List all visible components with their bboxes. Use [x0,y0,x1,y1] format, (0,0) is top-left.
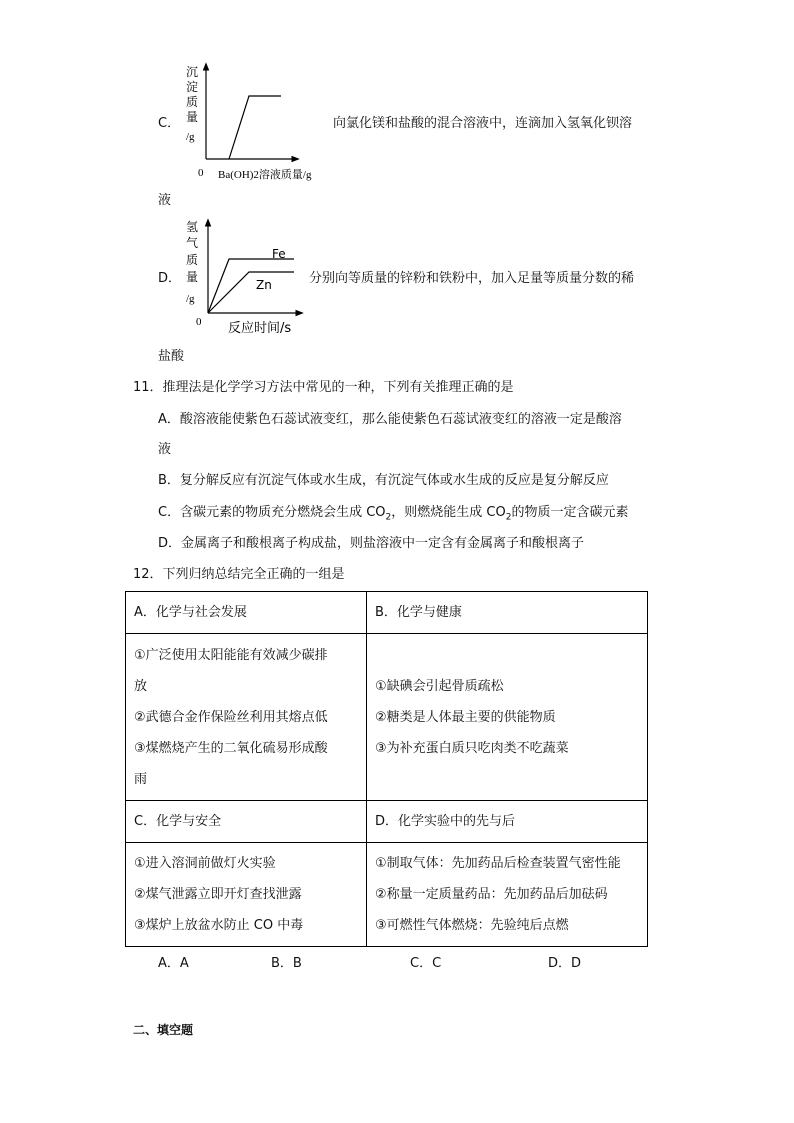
q11-option-d: D．金属离子和酸根离子构成盐，则盐溶液中一定含有金属离子和酸根离子 [158,536,585,551]
precipitate-curve [229,96,281,159]
cell-c-body [126,843,367,947]
cell-d-line: ③可燃性气体燃烧：先验纯后点燃 [375,918,569,933]
x-axis-label: 反应时间/s [228,321,292,336]
y-label-char: 质 [186,95,199,109]
y-label-char: 淀 [186,80,199,94]
curve-fe [208,259,294,313]
q11-c-pre: C．含碳元素的物质充分燃烧会生成 CO [158,505,386,520]
subscript: 2 [505,512,512,523]
cell-c-head: C．化学与安全 [126,801,367,843]
cell-a-body [126,634,367,801]
option-d-label: D． [158,271,182,286]
cell-a-line: ②武德合金作保险丝利用其熔点低 [134,709,328,725]
cell-d-line: ②称量一定质量药品：先加药品后加砝码 [375,887,608,902]
q12-option-b: B．B [271,956,302,971]
cell-d-line: ①制取气体：先加药品后检查装置气密性能 [375,856,621,871]
q12-option-d: D．D [548,956,582,971]
cell-c-line: ①进入溶洞前做灯火实验 [134,856,276,871]
cell-b-line: ②糖类是人体最主要的供能物质 [375,709,556,725]
y-label-char: 沉 [186,65,199,79]
q11-option-c [158,503,628,528]
cell-b-line: ③为补充蛋白质只吃肉类不吃蔬菜 [375,740,569,756]
cell-b-body [367,634,648,801]
cell-d-body [367,843,648,947]
cell-a-line: ①广泛使用太阳能能有效减少碳排 [134,647,328,663]
q11-stem: 11．推理法是化学学习方法中常见的一种，下列有关推理正确的是 [133,380,514,395]
q11-option-a-cont: 液 [158,442,172,457]
summary-table [125,591,648,947]
q11-c-mid: ，则燃烧能生成 CO [391,505,506,520]
curve-zn [208,272,294,313]
option-c-label: C． [158,116,181,131]
option-d-text: 分别向等质量的锌粉和铁粉中，加入足量等质量分数的稀 [309,271,635,286]
option-c-text-cont: 液 [158,193,172,208]
section-title: 二、填空题 [133,1023,194,1037]
option-c-text: 向氯化镁和盐酸的混合溶液中，连滴加入氢氧化钡溶 [333,116,633,131]
q12-stem: 12．下列归纳总结完全正确的一组是 [133,567,345,582]
origin-label: 0 [198,167,204,179]
y-label-unit: /g [186,131,195,143]
cell-a-line: 雨 [134,771,148,787]
x-axis-label: Ba(OH)2溶液质量/g [218,169,312,181]
q11-option-a: A．酸溶液能使紫色石蕊试液变红，那么能使紫色石蕊试液变红的溶液一定是酸溶 [158,412,622,427]
q11-option-b: B．复分解反应有沉淀气体或水生成，有沉淀气体或水生成的反应是复分解反应 [158,473,609,488]
cell-c-line: ②煤气泄露立即开灯查找泄露 [134,887,302,902]
option-d-text-cont: 盐酸 [158,349,185,364]
cell-a-head: A．化学与社会发展 [126,592,367,634]
series-label-zn: Zn [256,278,272,292]
cell-d-head: D．化学实验中的先与后 [367,801,648,843]
chart-precipitate-mass [180,60,340,185]
y-label-char: 量 [186,110,199,124]
q12-option-a: A．A [158,956,189,971]
y-label-char: 氢 [186,220,199,234]
y-label-char: 气 [186,236,199,250]
series-label-fe: Fe [272,247,286,261]
cell-b-line: ①缺碘会引起骨质疏松 [375,678,504,694]
cell-a-line: 放 [134,678,148,694]
cell-c-line: ③煤炉上放盆水防止 CO 中毒 [134,918,304,933]
origin-label: 0 [196,316,202,328]
y-label-char: 量 [186,270,199,284]
cell-b-head: B．化学与健康 [367,592,648,634]
subscript: 2 [385,512,392,523]
q11-c-post: 的物质一定含碳元素 [511,505,629,520]
q12-option-c: C．C [410,956,442,971]
cell-a-line: ③煤燃烧产生的二氧化硫易形成酸 [134,740,328,756]
y-label-unit: /g [186,293,195,305]
y-label-char: 质 [186,253,199,267]
